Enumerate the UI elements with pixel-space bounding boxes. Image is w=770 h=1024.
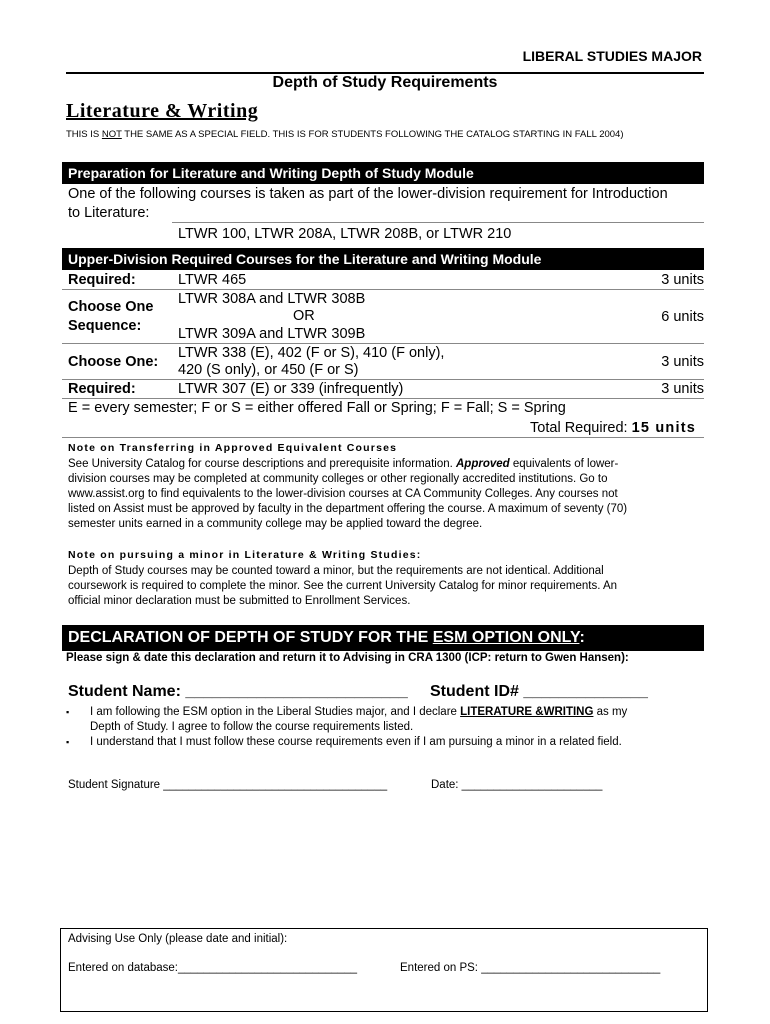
preparation-line2: to Literature: xyxy=(68,205,150,221)
date-field[interactable]: Date: ______________________ xyxy=(431,779,603,791)
row1-rule xyxy=(62,289,704,290)
declaration-heading xyxy=(62,625,704,651)
preparation-rule xyxy=(172,222,704,223)
bullet1-line1 xyxy=(90,705,696,720)
declaration-subheading: Please sign & date this declaration and return it to Advising in CRA 1300 (ICP: return to Gwen Hansen): xyxy=(66,652,629,664)
bullet1-bold: LITERATURE &WRITING xyxy=(460,706,594,718)
transfer-line4: listed on Assist must be approved by faculty in the department offering the course. A maximum of seventy (70) xyxy=(68,503,628,515)
semester-legend: E = every semester; F or S = either offered Fall or Spring; F = Fall; S = Spring xyxy=(68,400,566,416)
entered-ps-field[interactable]: Entered on PS: ____________________________ xyxy=(400,962,661,974)
student-name-field[interactable]: Student Name: _________________________ xyxy=(68,683,408,700)
entered-database-field[interactable]: Entered on database:____________________________ xyxy=(68,962,358,974)
transfer-line3: www.assist.org to find equivalents to the lower-division courses at CA Community Colleges. Any courses not xyxy=(68,488,618,500)
declaration-bullet-1 xyxy=(66,705,696,735)
declaration-prefix: DECLARATION OF DEPTH OF STUDY FOR THE xyxy=(68,629,433,646)
subject-title: Literature & Writing xyxy=(66,100,259,122)
upper-division-heading: Upper-Division Required Courses for the Literature and Writing Module xyxy=(62,248,704,270)
row3-label: Choose One: xyxy=(68,354,159,370)
declaration-esm: ESM OPTION ONLY xyxy=(432,629,580,646)
page-header xyxy=(66,46,704,74)
total-rule xyxy=(62,437,704,438)
total-value: 15 units xyxy=(631,420,696,436)
catalog-notice xyxy=(66,129,624,140)
bullet1-suffix: as my xyxy=(593,706,628,718)
bullet-icon: ▪ xyxy=(66,707,70,717)
student-signature-field[interactable]: Student Signature ___________________________________ xyxy=(68,779,388,791)
row2-rule xyxy=(62,343,704,344)
student-id-field[interactable]: Student ID# ______________ xyxy=(430,683,648,700)
transfer-line1 xyxy=(68,457,698,472)
transfer-line2: division courses may be completed at community colleges or other regionally accredited institutions. Go to xyxy=(68,473,608,485)
bullet1-prefix: I am following the ESM option in the Liberal Studies major, and I declare xyxy=(90,706,461,718)
transfer-line5: semester units earned in a community college may be applied toward the degree. xyxy=(68,518,483,530)
row4-units: 3 units xyxy=(661,381,704,397)
transfer-line1-text: See University Catalog for course descriptions and prerequisite information. xyxy=(68,458,456,470)
bullet1-line2: Depth of Study. I agree to follow the course requirements listed. xyxy=(90,721,414,733)
row4-rule xyxy=(62,398,704,399)
transfer-note-heading: Note on Transferring in Approved Equivalent Courses xyxy=(68,442,398,454)
transfer-after-bold: equivalents of lower- xyxy=(509,458,619,470)
advising-box xyxy=(60,928,708,1012)
transfer-note-body xyxy=(68,457,698,532)
minor-line1: Depth of Study courses may be counted toward a minor, but the requirements are not identical. Additional xyxy=(68,565,604,577)
major-label: LIBERAL STUDIES MAJOR xyxy=(522,48,702,64)
row3-course2: 420 (S only), or 450 (F or S) xyxy=(178,362,359,378)
bullet2-text: I understand that I must follow these course requirements even if I am pursuing a minor in a related field. xyxy=(90,736,622,748)
row2-or: OR xyxy=(293,308,315,324)
row3-course1: LTWR 338 (E), 402 (F or S), 410 (F only), xyxy=(178,345,445,361)
row2-course3: LTWR 309A and LTWR 309B xyxy=(178,326,366,342)
row2-units: 6 units xyxy=(661,309,704,325)
row2-label1: Choose One xyxy=(68,299,154,315)
bullet-icon: ▪ xyxy=(66,737,70,747)
notice-prefix: THIS IS xyxy=(66,129,102,140)
row4-course: LTWR 307 (E) or 339 (infrequently) xyxy=(178,381,404,397)
row4-label: Required: xyxy=(68,381,136,397)
declaration-suffix: : xyxy=(579,629,585,646)
notice-suffix: THE SAME AS A SPECIAL FIELD. THIS IS FOR STUDENTS FOLLOWING THE CATALOG STARTING IN FALL 2004) xyxy=(121,129,624,140)
row2-course1: LTWR 308A and LTWR 308B xyxy=(178,291,366,307)
preparation-heading: Preparation for Literature and Writing Depth of Study Module xyxy=(62,162,704,184)
page-title: Depth of Study Requirements xyxy=(272,74,498,91)
preparation-line1: One of the following courses is taken as part of the lower-division requirement for Introduction xyxy=(68,186,668,202)
notice-not: NOT xyxy=(101,129,122,140)
total-label: Total Required: xyxy=(530,420,632,436)
minor-note-heading: Note on pursuing a minor in Literature & Writing Studies: xyxy=(68,549,422,561)
advising-title: Advising Use Only (please date and initial): xyxy=(68,933,288,945)
minor-line2: coursework is required to complete the minor. See the current University Catalog for minor requirements. An xyxy=(68,580,618,592)
preparation-courses: LTWR 100, LTWR 208A, LTWR 208B, or LTWR 210 xyxy=(178,226,512,242)
declaration-bullet-2 xyxy=(66,735,696,750)
row1-label: Required: xyxy=(68,272,136,288)
minor-note-body xyxy=(68,564,698,609)
transfer-bold: Approved xyxy=(456,458,510,470)
row2-label2: Sequence: xyxy=(68,318,142,334)
minor-line3: official minor declaration must be submitted to Enrollment Services. xyxy=(68,595,411,607)
row1-units: 3 units xyxy=(661,272,704,288)
row3-rule xyxy=(62,379,704,380)
row3-units: 3 units xyxy=(661,354,704,370)
total-required xyxy=(530,420,696,436)
row1-course: LTWR 465 xyxy=(178,272,247,288)
